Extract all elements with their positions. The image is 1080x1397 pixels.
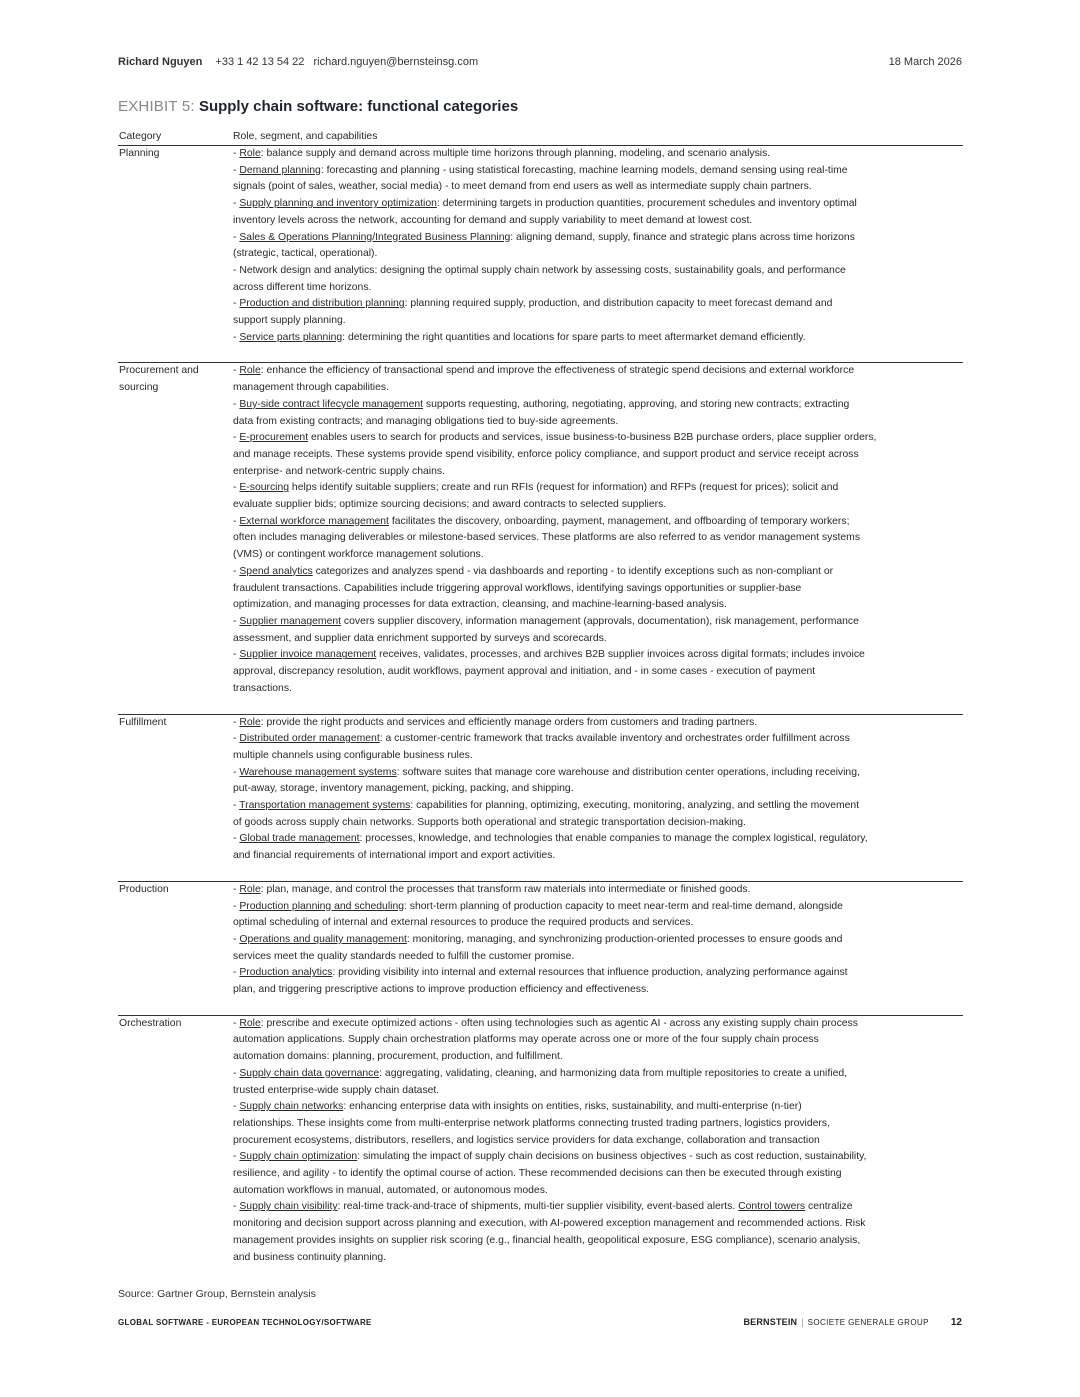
categories-table — [118, 129, 963, 1266]
line-text: - — [233, 649, 240, 661]
table-body — [118, 146, 963, 1266]
footer-left: GLOBAL SOFTWARE - EUROPEAN TECHNOLOGY/SOFTWARE — [118, 1318, 372, 1327]
line-text: facilitates the discovery, onboarding, payment, management, and offboarding of temporary workers; — [388, 515, 850, 527]
line-text: - — [233, 398, 240, 410]
line-text: : aggregating, validating, cleaning, and harmonizing data from multiple repositories to create a unified, — [379, 1067, 848, 1079]
exhibit-title — [118, 98, 518, 115]
term-underlined: Role — [239, 365, 261, 377]
term-underlined: Distributed order management — [239, 733, 380, 745]
line-text: assessment, and supplier data enrichment supported by surveys and scorecards. — [233, 632, 607, 644]
table-row — [118, 363, 963, 697]
description-line — [233, 597, 961, 614]
exhibit-heading: Supply chain software: functional categories — [198, 98, 519, 115]
author-phone: +33 1 42 13 54 22 — [215, 56, 305, 68]
description-line — [233, 230, 961, 247]
line-text: : plan, manage, and control the processes that transform raw materials into intermediate or finished goods. — [260, 883, 751, 895]
description-line — [233, 681, 961, 698]
line-text: and business continuity planning. — [233, 1251, 387, 1263]
line-text: - — [233, 1017, 240, 1029]
description-cell — [233, 1016, 961, 1267]
line-text: covers supplier discovery, information management (approvals, documentation), risk management, performance — [341, 615, 859, 627]
description-line — [233, 932, 961, 949]
line-text: - — [233, 1101, 240, 1113]
line-text: centralize — [805, 1201, 853, 1213]
source-note: Source: Gartner Group, Bernstein analysis — [118, 1288, 316, 1300]
category-label: Fulfillment — [119, 716, 167, 728]
description-line — [233, 1166, 961, 1183]
line-text: : prescribe and execute optimized actions - often using technologies such as agentic AI - across any existing supply chain process — [260, 1017, 858, 1029]
line-text: often includes managing deliverables or milestone-based services. These platforms are also referred to as vendor management systems — [233, 532, 861, 544]
term-underlined: Role — [239, 148, 261, 159]
category-cell — [118, 146, 233, 346]
term-underlined: Sales & Operations Planning/Integrated Business Planning — [239, 231, 511, 243]
description-line — [233, 1199, 961, 1216]
line-text: multiple channels using configurable business rules. — [233, 749, 473, 761]
description-line — [233, 363, 961, 380]
line-text: monitoring and decision support across planning and execution, with AI-powered exception management and recommended actions. Risk — [233, 1218, 866, 1230]
line-text: - — [233, 1201, 240, 1213]
description-line — [233, 915, 961, 932]
description-line — [233, 1066, 961, 1083]
term-underlined: Supplier invoice management — [239, 649, 377, 661]
line-text: : planning required supply, production, and distribution capacity to meet forecast demand and — [404, 298, 833, 310]
line-text: - — [233, 615, 240, 627]
term-underlined: Role — [239, 883, 261, 895]
description-line — [233, 246, 961, 263]
line-text: fraudulent transactions. Capabilities include triggering approval workflows, identifying savings opportunities or supplier-base — [233, 582, 802, 594]
line-text: automation domains: planning, procurement, production, and fulfillment. — [233, 1051, 563, 1063]
brand-logo: BERNSTEIN — [743, 1317, 798, 1327]
line-text: - — [233, 1151, 240, 1163]
description-line — [233, 313, 961, 330]
line-text: - — [233, 933, 240, 945]
line-text: : providing visibility into internal and external resources that influence production, analyzing performance against — [332, 967, 848, 979]
line-text: : processes, knowledge, and technologies that enable companies to manage the complex logistical, regulatory, — [359, 833, 868, 845]
table-row — [118, 882, 963, 999]
line-text: - — [233, 298, 240, 310]
category-cell — [118, 715, 233, 865]
description-line — [233, 1183, 961, 1200]
line-text: - — [233, 766, 240, 778]
line-text: plan, and triggering prescriptive actions to improve production efficiency and effectiveness. — [233, 984, 650, 996]
description-line — [233, 1032, 961, 1049]
description-line — [233, 798, 961, 815]
description-line — [233, 899, 961, 916]
term-underlined: E-sourcing — [239, 482, 290, 494]
term-underlined: Transportation management systems — [239, 800, 411, 812]
footer-separator: | — [801, 1317, 804, 1327]
line-text: : short-term planning of production capacity to meet near-term and real-time demand, alongside — [404, 900, 843, 912]
line-text: - Network design and analytics: designing the optimal supply chain network by assessing costs, sustainability goals, and performance — [233, 264, 846, 276]
description-line — [233, 330, 961, 347]
description-line — [233, 1149, 961, 1166]
description-line — [233, 530, 961, 547]
line-text: - — [233, 716, 240, 728]
description-line — [233, 497, 961, 514]
line-text: - — [233, 900, 240, 912]
line-text: : aligning demand, supply, finance and strategic plans across time horizons — [510, 231, 855, 243]
line-text: : real-time track-and-trace of shipments, multi-tier supplier visibility, event-based alerts. — [337, 1201, 739, 1213]
exhibit-label: EXHIBIT 5: — [118, 98, 195, 115]
line-text: - — [233, 800, 240, 812]
author-name: Richard Nguyen — [118, 56, 203, 68]
description-line — [233, 1133, 961, 1150]
term-underlined: Supply chain visibility — [239, 1201, 338, 1213]
footer-right — [743, 1317, 962, 1328]
term-underlined: Production planning and scheduling — [239, 900, 405, 912]
line-text: - — [233, 365, 240, 377]
description-line — [233, 631, 961, 648]
report-date: 18 March 2026 — [888, 56, 962, 68]
description-line — [233, 447, 961, 464]
line-text: - — [233, 164, 240, 176]
line-text: optimal scheduling of internal and external resources to produce the required products and services. — [233, 917, 694, 929]
term-underlined: Role — [239, 1017, 261, 1029]
description-line — [233, 715, 961, 732]
term-underlined: Supply chain networks — [239, 1101, 344, 1113]
description-line — [233, 213, 961, 230]
line-text: - — [233, 883, 240, 895]
line-text: management through capabilities. — [233, 382, 389, 394]
line-text: : capabilities for planning, optimizing, executing, monitoring, analyzing, and settling the movement — [410, 800, 860, 812]
category-label: Planning — [119, 148, 160, 159]
description-line — [233, 480, 961, 497]
description-cell — [233, 715, 961, 865]
description-line — [233, 831, 961, 848]
description-line — [233, 380, 961, 397]
line-text: - — [233, 565, 240, 577]
description-line — [233, 731, 961, 748]
line-text: data from existing contracts; and managing obligations tied to buy-side agreements. — [233, 415, 619, 427]
description-line — [233, 614, 961, 631]
line-text: resilience, and agility - to identify the optimal course of action. These recommended decisions can then be executed through existing — [233, 1168, 842, 1180]
description-line — [233, 179, 961, 196]
category-label: Procurement and — [119, 365, 199, 377]
line-text: transactions. — [233, 682, 292, 694]
description-line — [233, 1049, 961, 1066]
author-email[interactable]: richard.nguyen@bernsteinsg.com — [313, 56, 479, 68]
description-line — [233, 514, 961, 531]
description-line — [233, 664, 961, 681]
line-text: : enhancing enterprise data with insights on entities, risks, sustainability, and multi-enterprise (n-tier) — [343, 1101, 802, 1113]
line-text: receives, validates, processes, and archives B2B supplier invoices across digital formats; includes invoice — [376, 649, 865, 661]
term-underlined: Supply chain optimization — [239, 1151, 358, 1163]
description-line — [233, 1083, 961, 1100]
term-underlined: Control towers — [738, 1201, 806, 1213]
description-line — [233, 1233, 961, 1250]
description-line — [233, 1250, 961, 1267]
line-text: - — [233, 432, 240, 444]
category-label: Orchestration — [119, 1017, 182, 1029]
table-row — [118, 146, 963, 346]
description-line — [233, 848, 961, 865]
line-text: - — [233, 833, 240, 845]
category-label: Production — [119, 883, 169, 895]
term-underlined: Buy-side contract lifecycle management — [239, 398, 424, 410]
description-cell — [233, 363, 961, 697]
line-text: evaluate supplier bids; optimize sourcing decisions; and award contracts to selected suppliers. — [233, 499, 667, 511]
line-text: management provides insights on supplier risk scoring (e.g., financial health, geopolitical exposure, ESG compliance), scenario analysis, — [233, 1234, 861, 1246]
table-row — [118, 715, 963, 865]
description-line — [233, 882, 961, 899]
line-text: : software suites that manage core warehouse and distribution center operations, including receiving, — [396, 766, 860, 778]
description-line — [233, 1116, 961, 1133]
line-text: : enhance the efficiency of transactional spend and improve the effectiveness of strategic spend decisions and external workforce — [260, 365, 855, 377]
description-line — [233, 765, 961, 782]
line-text: of goods across supply chain networks. Supports both operational and strategic transportation decision-making. — [233, 816, 746, 828]
line-text: : determining targets in production quantities, procurement schedules and inventory optimal — [436, 198, 857, 210]
column-header-role: Role, segment, and capabilities — [233, 131, 378, 142]
description-line — [233, 1099, 961, 1116]
line-text: and financial requirements of international import and export activities. — [233, 850, 556, 862]
line-text: : monitoring, managing, and synchronizing production-oriented processes to ensure goods and — [406, 933, 843, 945]
line-text: approval, discrepancy resolution, audit workflows, payment approval and initiation, and - in some cases - execution of payment — [233, 666, 816, 678]
term-underlined: Spend analytics — [239, 565, 313, 577]
line-text: : forecasting and planning - using statistical forecasting, machine learning models, demand sensing using real-time — [320, 164, 848, 176]
description-line — [233, 464, 961, 481]
description-line — [233, 949, 961, 966]
line-text: enables users to search for products and services, issue business-to-business B2B purchase orders, place supplier orders, — [308, 432, 877, 444]
term-underlined: Global trade management — [239, 833, 360, 845]
line-text: automation workflows in manual, automated, or autonomous modes. — [233, 1184, 548, 1196]
line-text: : a customer-centric framework that tracks available inventory and orchestrates order fulfillment across — [379, 733, 850, 745]
description-line — [233, 397, 961, 414]
term-underlined: Demand planning — [239, 164, 321, 176]
line-text: support supply planning. — [233, 315, 346, 327]
table-header — [118, 129, 963, 146]
line-text: optimization, and managing processes for data extraction, cleansing, and machine-learning-based analysis. — [233, 599, 727, 611]
line-text: - — [233, 198, 240, 210]
line-text: services meet the quality standards needed to fulfill the customer promise. — [233, 950, 575, 962]
line-text: categorizes and analyzes spend - via dashboards and reporting - to identify exceptions such as non-compliant or — [312, 565, 834, 577]
line-text: (strategic, tactical, operational). — [233, 248, 378, 260]
line-text: : balance supply and demand across multiple time horizons through planning, modeling, and scenario analysis. — [260, 148, 771, 159]
line-text: trusted enterprise-wide supply chain dataset. — [233, 1084, 440, 1096]
line-text: - — [233, 231, 240, 243]
description-line — [233, 1216, 961, 1233]
line-text: put-away, storage, inventory management, picking, packing, and shipping. — [233, 783, 574, 795]
term-underlined: External workforce management — [239, 515, 389, 527]
group-name: SOCIETE GENERALE GROUP — [807, 1318, 929, 1327]
term-underlined: Role — [239, 716, 261, 728]
line-text: and manage receipts. These systems provide spend visibility, enforce policy compliance, and support product and service receipt across — [233, 448, 859, 460]
line-text: - — [233, 967, 240, 979]
line-text: - — [233, 148, 240, 159]
line-text: : provide the right products and services and efficiently manage orders from customers and trading partners. — [260, 716, 758, 728]
line-text: procurement ecosystems, distributors, resellers, and logistics service providers for data exchange, collaboration and transaction — [233, 1134, 820, 1146]
description-line — [233, 414, 961, 431]
description-line — [233, 547, 961, 564]
line-text: relationships. These insights come from multi-enterprise network platforms connecting trusted trading partners, logistics providers, — [233, 1117, 830, 1129]
line-text: : simulating the impact of supply chain decisions on business objectives - such as cost reduction, sustainability, — [357, 1151, 867, 1163]
line-text: signals (point of sales, weather, social media) - to meet demand from end users as well as intermediate supply chain partners. — [233, 181, 812, 193]
page-number: 12 — [950, 1317, 962, 1328]
term-underlined: E-procurement — [239, 432, 309, 444]
line-text: automation applications. Supply chain orchestration platforms may operate across one or more of the four supply chain process — [233, 1034, 819, 1046]
term-underlined: Production and distribution planning — [239, 298, 405, 310]
category-cell — [118, 1016, 233, 1267]
description-line — [233, 163, 961, 180]
description-line — [233, 1016, 961, 1033]
term-underlined: Supplier management — [239, 615, 342, 627]
term-underlined: Supply planning and inventory optimization — [239, 198, 437, 210]
description-line — [233, 965, 961, 982]
description-line — [233, 815, 961, 832]
line-text: (VMS) or contingent workforce management solutions. — [233, 549, 484, 561]
description-line — [233, 647, 961, 664]
term-underlined: Production analytics — [239, 967, 333, 979]
term-underlined: Operations and quality management — [239, 933, 407, 945]
description-line — [233, 581, 961, 598]
term-underlined: Supply chain data governance — [239, 1067, 380, 1079]
term-underlined: Warehouse management systems — [239, 766, 397, 778]
line-text: inventory levels across the network, accounting for demand and supply variability to meet demand at lowest cost. — [233, 214, 753, 226]
table-row — [118, 1016, 963, 1267]
line-text: - — [233, 733, 240, 745]
description-line — [233, 430, 961, 447]
description-line — [233, 781, 961, 798]
category-cell — [118, 363, 233, 697]
description-line — [233, 263, 961, 280]
line-text: - — [233, 1067, 240, 1079]
description-line — [233, 296, 961, 313]
description-cell — [233, 882, 961, 999]
description-line — [233, 748, 961, 765]
line-text: enterprise- and network-centric supply chains. — [233, 465, 445, 477]
category-label: sourcing — [119, 382, 159, 394]
column-header-category: Category — [119, 131, 162, 142]
line-text: across different time horizons. — [233, 281, 372, 293]
line-text: helps identify suitable suppliers; create and run RFIs (request for information) and RFPs (request for prices); solicit and — [289, 482, 839, 494]
line-text: supports requesting, authoring, negotiating, approving, and storing new contracts; extracting — [423, 398, 850, 410]
category-cell — [118, 882, 233, 999]
line-text: - — [233, 515, 240, 527]
page-header — [118, 56, 962, 72]
description-line — [233, 564, 961, 581]
description-line — [233, 982, 961, 999]
description-line — [233, 146, 961, 163]
line-text: : determining the right quantities and locations for spare parts to meet aftermarket demand efficiently. — [342, 331, 806, 343]
description-line — [233, 196, 961, 213]
term-underlined: Service parts planning — [239, 331, 343, 343]
description-line — [233, 280, 961, 297]
line-text: - — [233, 482, 240, 494]
line-text: - — [233, 331, 240, 343]
description-cell — [233, 146, 961, 346]
